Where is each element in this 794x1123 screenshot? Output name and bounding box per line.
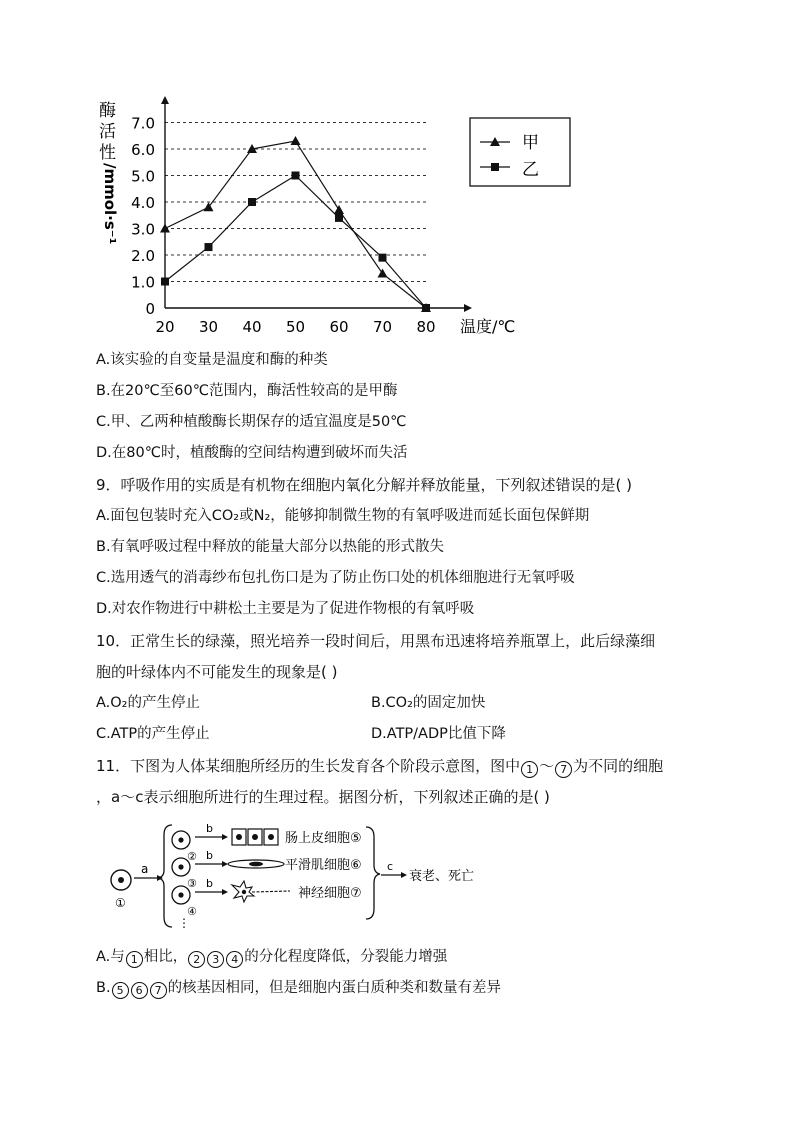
point-jia	[334, 205, 344, 214]
cell-3-nucleus	[178, 864, 183, 869]
y-tick-label: 6.0	[131, 141, 155, 159]
cell-4-nucleus	[178, 892, 183, 897]
point-jia	[204, 202, 214, 211]
q11-option-b	[96, 979, 501, 999]
y-tick-label: 3.0	[131, 220, 155, 239]
left-brace	[158, 825, 172, 927]
enzyme-activity-chart	[0, 0, 794, 345]
q11-option-a	[96, 948, 447, 968]
q10-option-d: D.ATP/ADP比值下降	[371, 726, 506, 742]
cell-1-nucleus	[118, 877, 124, 883]
point-yi	[422, 304, 430, 312]
label-c: c	[387, 860, 394, 873]
arrow-b3-head	[222, 889, 228, 895]
q10-stem-line2: 胞的叶绿体内不可能发生的现象是( )	[96, 663, 338, 681]
q9-option-c: C.选用透气的消毒纱布包扎伤口是为了防止伤口处的机体细胞进行无氧呼吸	[96, 570, 575, 586]
point-yi	[161, 278, 169, 286]
q11-opt-a-text-1: A.与	[96, 949, 125, 965]
point-jia	[378, 269, 388, 278]
x-tick-label: 70	[372, 318, 393, 336]
q10-option-a: A.O₂的产生停止	[96, 695, 200, 711]
q8-option-a: A.该实验的自变量是温度和酶的种类	[96, 352, 328, 368]
label-b2: b	[206, 849, 213, 862]
q9-stem: 9．呼吸作用的实质是有机物在细胞内氧化分解并释放能量，下列叙述错误的是( )	[96, 476, 633, 494]
x-tick-label: 20	[155, 318, 175, 336]
point-yi	[292, 172, 300, 180]
q8-option-c: C.甲、乙两种植酸酶长期保存的适宜温度是50℃	[96, 414, 407, 430]
x-tick-label: 30	[198, 318, 219, 336]
label-n2: ②	[187, 850, 197, 863]
grid	[165, 123, 426, 282]
series-line-yi	[165, 176, 426, 309]
label-b1: b	[206, 822, 213, 835]
q8-option-b: B.在20℃至60℃范围内，酶活性较高的是甲酶	[96, 383, 398, 399]
point-yi	[335, 214, 343, 222]
legend-label-yi: 乙	[522, 160, 539, 180]
vertical-ellipsis: ⋮	[178, 916, 190, 930]
x-tick-label: 50	[285, 318, 306, 336]
circled-number-6: 6	[131, 982, 148, 999]
q11-stem-text-a: 11．下图为人体某细胞所经历的生长发育各个阶段示意图，图中	[96, 757, 521, 775]
x-tick-label: 60	[329, 318, 349, 336]
q11-opt-b-text-1: B.	[96, 980, 111, 996]
q8-option-d: D.在80℃时，植酸酶的空间结构遭到破坏而失活	[96, 445, 408, 461]
cell-6-label: 平滑肌细胞⑥	[285, 858, 362, 873]
legend-label-jia: 甲	[522, 133, 539, 153]
y-tick-label: 1.0	[131, 273, 155, 292]
y-tick-label: 5.0	[131, 167, 155, 186]
legend	[470, 118, 570, 186]
circled-number-5: 5	[112, 982, 129, 999]
y-tick-label: 2.0	[131, 247, 155, 265]
ylabel-char-3: 性	[99, 143, 116, 163]
q10-option-c: C.ATP的产生停止	[96, 726, 210, 742]
y-tick-label: 0	[145, 300, 155, 318]
circled-number-1: 1	[126, 951, 143, 968]
series	[160, 136, 431, 312]
x-axis-title: 温度/℃	[460, 317, 516, 336]
point-yi	[379, 254, 387, 262]
circled-number-2: 2	[188, 951, 205, 968]
circled-number-3: 3	[207, 951, 224, 968]
legend-marker-yi	[491, 163, 499, 171]
cell-5-label: 肠上皮细胞⑤	[285, 831, 362, 846]
label-a: a	[141, 862, 149, 876]
legend-box	[470, 118, 570, 186]
right-brace	[366, 827, 380, 919]
q11-opt-a-text-3: 的分化程度降低，分裂能力增强	[244, 949, 448, 965]
y-tick-labels	[131, 115, 155, 319]
series-line-jia	[165, 141, 426, 308]
smooth-muscle-icon	[228, 860, 284, 868]
circled-number-7: 7	[555, 761, 572, 778]
q11-stem-tilde: ～	[539, 757, 555, 775]
circled-number-4: 4	[226, 951, 243, 968]
ylabel-char-1: 酶	[99, 101, 116, 121]
arrow-c-head	[401, 872, 407, 878]
q9-option-b: B.有氧呼吸过程中释放的能量大部分以热能的形式散失	[96, 539, 445, 555]
intestinal-cells-icon	[232, 829, 278, 845]
q11-stem-line1	[96, 757, 663, 778]
y-tick-label: 7.0	[131, 114, 155, 133]
q10-option-b: B.CO₂的固定加快	[371, 695, 486, 711]
arrow-b2-head	[222, 861, 228, 867]
ylabel-unit: /mmol·s⁻¹	[101, 163, 119, 245]
circled-number-7: 7	[150, 982, 167, 999]
point-yi	[248, 198, 256, 206]
q11-stem-text-b: 为不同的细胞	[573, 757, 664, 775]
arrow-b1-head	[222, 834, 228, 840]
fate-label: 衰老、死亡	[409, 869, 475, 884]
circled-number-1: 1	[521, 761, 538, 778]
y-tick-label: 4.0	[131, 194, 155, 212]
label-n3: ③	[187, 877, 197, 890]
point-jia	[160, 224, 170, 233]
point-yi	[205, 243, 213, 251]
q11-opt-b-text-2: 的核基因相同，但是细胞内蛋白质种类和数量有差异	[167, 980, 502, 996]
q11-opt-a-text-2: 相比，	[143, 949, 188, 965]
q9-option-d: D.对农作物进行中耕松土主要是为了促进作物根的有氧呼吸	[96, 601, 475, 617]
label-n1: ①	[115, 896, 126, 910]
q11-stem-line2: ，a～c表示细胞所进行的生理过程。据图分析，下列叙述正确的是( )	[96, 788, 550, 806]
x-axis-arrow	[464, 304, 472, 312]
cell-differentiation-diagram	[0, 815, 794, 935]
x-tick-label: 80	[416, 318, 436, 336]
neuron-icon	[232, 881, 290, 902]
q9-option-a: A.面包包装时充入CO₂或N₂，能够抑制微生物的有氧呼吸进而延长面包保鲜期	[96, 508, 590, 524]
label-n4: ④	[187, 905, 197, 918]
y-axis-arrow	[161, 96, 169, 104]
ylabel-char-2: 活	[99, 122, 116, 142]
cell-7-label: 神经细胞⑦	[298, 886, 362, 901]
cell-2-nucleus	[178, 837, 183, 842]
q10-stem-line1: 10．正常生长的绿藻，照光培养一段时间后，用黑布迅速将培养瓶罩上，此后绿藻细	[96, 632, 656, 650]
point-jia	[291, 136, 301, 145]
label-b3: b	[206, 877, 213, 890]
x-tick-labels	[155, 318, 435, 336]
x-tick-label: 40	[242, 318, 262, 336]
